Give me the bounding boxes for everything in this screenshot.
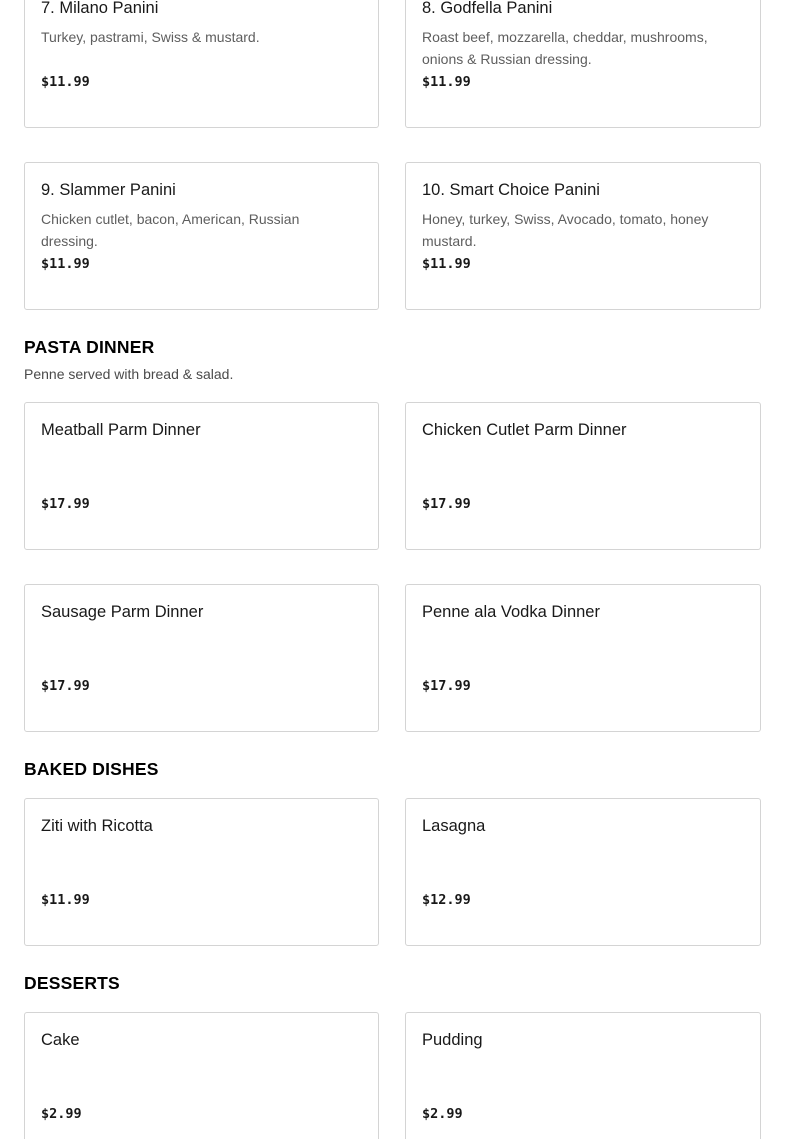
section-title-desserts: DESSERTS [24,973,120,993]
menu-item-card[interactable] [24,1012,379,1139]
item-description: Honey, turkey, Swiss, Avocado, tomato, honey mustard. [422,211,709,249]
menu-item-card[interactable] [24,0,379,128]
menu-item-card[interactable] [24,162,379,310]
item-price: $17.99 [41,678,90,694]
section-title-baked-dishes: BAKED DISHES [24,759,159,779]
item-price: $11.99 [41,256,90,272]
item-name: Pudding [422,1031,483,1049]
menu-item-card[interactable] [405,162,761,310]
menu-item-card[interactable] [405,798,761,946]
menu-item-card[interactable] [24,402,379,550]
item-price: $11.99 [422,74,471,90]
item-name: Chicken Cutlet Parm Dinner [422,421,627,439]
menu-item-card[interactable] [405,1012,761,1139]
menu-item-card[interactable] [24,798,379,946]
item-name: Sausage Parm Dinner [41,603,204,621]
item-description: Turkey, pastrami, Swiss & mustard. [41,29,260,45]
menu-item-card[interactable] [405,402,761,550]
item-name: 7. Milano Panini [41,0,159,17]
item-price: $17.99 [422,496,471,512]
item-name: Ziti with Ricotta [41,817,153,835]
item-name: 8. Godfella Panini [422,0,553,17]
menu-item-card[interactable] [405,584,761,732]
item-price: $2.99 [422,1106,463,1122]
item-price: $11.99 [41,892,90,908]
item-description: Chicken cutlet, bacon, American, Russian dressing. [41,211,300,249]
menu-item-card[interactable] [24,584,379,732]
section-title-pasta-dinner: PASTA DINNER [24,337,155,357]
item-price: $17.99 [41,496,90,512]
item-name: Cake [41,1031,80,1049]
item-price: $17.99 [422,678,471,694]
item-price: $12.99 [422,892,471,908]
item-description: Roast beef, mozzarella, cheddar, mushrooms, onions & Russian dressing. [422,29,708,67]
item-name: Meatball Parm Dinner [41,421,201,439]
item-price: $11.99 [422,256,471,272]
item-name: Lasagna [422,817,486,835]
item-price: $2.99 [41,1106,82,1122]
item-name: 9. Slammer Panini [41,181,176,199]
item-price: $11.99 [41,74,90,90]
item-name: 10. Smart Choice Panini [422,181,600,199]
section-description: Penne served with bread & salad. [24,366,234,382]
item-name: Penne ala Vodka Dinner [422,603,600,621]
menu-item-card[interactable] [405,0,761,128]
